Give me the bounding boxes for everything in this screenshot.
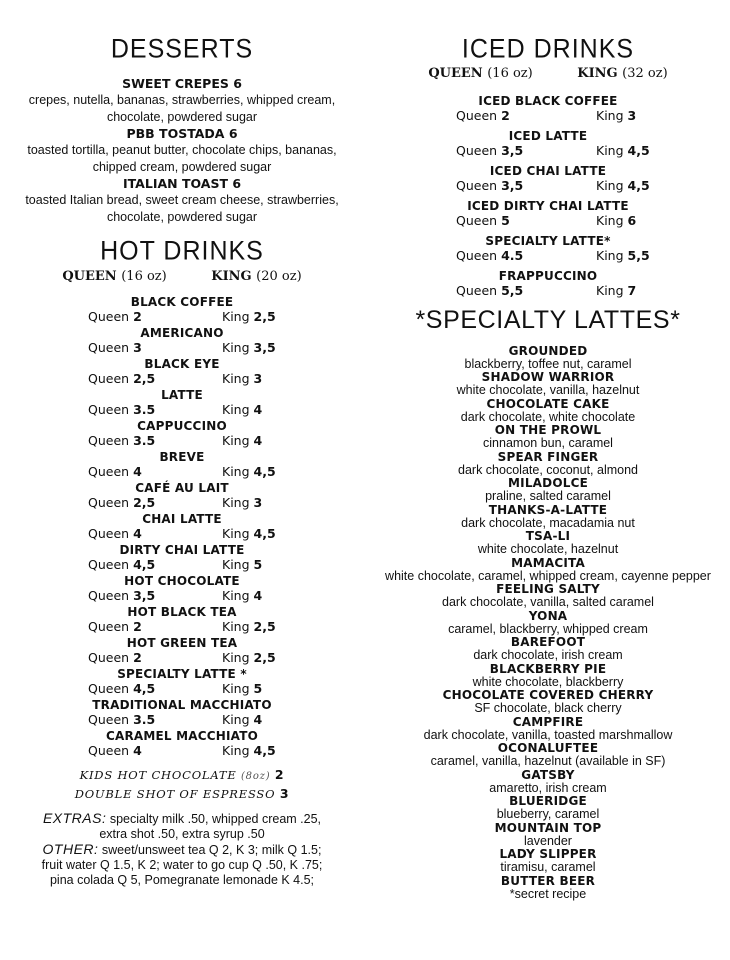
king-value: 2,5 [253, 309, 276, 324]
king-price [596, 178, 650, 193]
king-value: 5 [253, 557, 263, 572]
latte-desc: dark chocolate, white chocolate [460, 409, 636, 424]
queen-value: 3.5 [133, 433, 156, 448]
queen-price [88, 340, 142, 355]
specialty-latte-item [378, 636, 718, 663]
item-name: LATTE [161, 388, 203, 402]
extras-line: fruit water Q 1.5, K 2; water to go cup Q .50, K .75; [41, 858, 323, 872]
item-name: CAFÉ AU LAIT [135, 481, 229, 495]
dessert-desc: toasted tortilla, peanut butter, chocolate chips, bananas, [27, 142, 337, 157]
latte-name: BAREFOOT [510, 635, 586, 649]
item-name: HOT BLACK TEA [127, 605, 237, 619]
king-value: 4,5 [627, 142, 650, 158]
specialty-latte-item [378, 504, 718, 531]
latte-name: CHOCOLATE CAKE [486, 396, 610, 411]
extras-line: pina colada Q 5, Pomegranate lemonade K 4.5; [49, 873, 315, 887]
queen-value: 3,5 [133, 588, 156, 603]
iced-drinks-heading: ICED DRINKS [461, 33, 635, 65]
king-value: 5 [253, 681, 263, 696]
queen-label: Queen [88, 588, 130, 603]
menu-item [12, 698, 352, 727]
latte-desc: dark chocolate, coconut, almond [458, 462, 638, 477]
dessert-desc: chocolate, powdered sugar [106, 109, 258, 124]
specialty-latte-item [378, 822, 718, 849]
latte-desc: white chocolate, caramel, whipped cream, cayenne pepper [385, 568, 711, 583]
queen-price [88, 464, 142, 479]
hot-drinks-heading: HOT DRINKS [100, 235, 264, 266]
specialty-latte-item [378, 716, 718, 743]
queen-value: 3.5 [133, 402, 156, 417]
king-label: King [222, 495, 250, 510]
queen-label: Queen [88, 650, 130, 665]
menu-item [12, 543, 352, 572]
item-prices [12, 433, 352, 448]
desserts-list [12, 76, 352, 226]
king-label: King [596, 212, 624, 228]
item-prices [12, 743, 352, 758]
latte-desc: SF chocolate, black cherry [474, 701, 622, 715]
queen-label: Queen [88, 464, 130, 479]
menu-item [12, 357, 352, 386]
queen-label: Queen [456, 177, 498, 193]
latte-name: ON THE PROWL [494, 423, 602, 437]
item-name: FRAPPUCCINO [498, 268, 598, 283]
item-prices [378, 178, 718, 193]
queen-price [456, 213, 510, 228]
item-name: ICED DIRTY CHAI LATTE [467, 198, 629, 213]
queen-label: Queen [88, 526, 130, 541]
item-prices [12, 557, 352, 572]
queen-price [456, 178, 523, 193]
dessert-item [12, 76, 352, 126]
menu-item [12, 512, 352, 541]
queen-price [456, 248, 523, 263]
item-name: HOT GREEN TEA [126, 636, 238, 650]
king-label: King [222, 340, 250, 355]
item-prices [12, 464, 352, 479]
menu-item [12, 388, 352, 417]
queen-value: 2,5 [133, 495, 156, 510]
queen-label: Queen [88, 402, 130, 417]
queen-label: Queen [88, 619, 130, 634]
menu-item [12, 605, 352, 634]
queen-price [88, 526, 142, 541]
specialty-latte-item [378, 530, 718, 557]
king-price [222, 712, 262, 727]
queen-price [456, 283, 523, 298]
double-label: DOUBLE SHOT OF ESPRESSO [74, 787, 276, 801]
king-price [222, 526, 276, 541]
item-prices [378, 213, 718, 228]
king-label: King [222, 712, 250, 727]
queen-label: Queen [456, 212, 498, 228]
latte-desc: blackberry, toffee nut, caramel [464, 356, 632, 371]
item-prices [378, 108, 718, 123]
menu-item [12, 667, 352, 696]
item-name: SPECIALTY LATTE* [485, 233, 611, 248]
item-name: ICED LATTE [508, 128, 588, 143]
latte-name: MOUNTAIN TOP [494, 820, 602, 835]
item-prices [12, 402, 352, 417]
specialty-latte-item [378, 663, 718, 690]
queen-price [456, 108, 510, 123]
king-value: 4,5 [627, 177, 650, 193]
item-prices [12, 681, 352, 696]
king-label: King [596, 177, 624, 193]
specialty-latte-item [378, 848, 718, 875]
double-price: 3 [279, 786, 290, 801]
latte-desc: dark chocolate, vanilla, toasted marshmallow [423, 727, 673, 742]
item-prices [12, 588, 352, 603]
queen-label: Queen [88, 557, 130, 572]
king-price [596, 283, 636, 298]
king-price [222, 557, 262, 572]
item-prices [12, 309, 352, 324]
king-label: King [222, 743, 250, 758]
latte-name: BLUERIDGE [509, 794, 587, 808]
king-value: 4 [253, 588, 263, 603]
queen-price [88, 650, 142, 665]
king-label: King [222, 464, 250, 479]
queen-label: Queen [88, 371, 130, 386]
queen-label: Queen [456, 282, 498, 298]
item-name: BLACK EYE [144, 357, 220, 371]
king-value: 3 [253, 371, 263, 386]
iced-drinks-list [378, 94, 718, 298]
item-name: ICED CHAI LATTE [489, 163, 607, 178]
size-queen-label: QUEEN [62, 269, 117, 284]
king-price [222, 309, 276, 324]
dessert-name: SWEET CREPES 6 [122, 75, 242, 91]
king-label: King [222, 681, 250, 696]
latte-name: MAMACITA [511, 555, 585, 570]
item-prices [12, 712, 352, 727]
dessert-name: ITALIAN TOAST 6 [122, 175, 242, 191]
latte-name: OCONALUFTEE [497, 741, 599, 755]
item-prices [12, 340, 352, 355]
queen-value: 2 [133, 309, 142, 324]
item-prices [378, 283, 718, 298]
kids-label: KIDS HOT CHOCOLATE [79, 768, 237, 782]
king-price [222, 681, 262, 696]
dessert-desc: chipped cream, powdered sugar [92, 159, 272, 174]
latte-desc: *secret recipe [509, 886, 587, 901]
king-label: King [222, 526, 250, 541]
item-name: TRADITIONAL MACCHIATO [92, 698, 272, 712]
queen-price [88, 681, 155, 696]
item-name: BREVE [159, 450, 205, 464]
specialty-lattes-list [378, 345, 718, 902]
menu-item [12, 729, 352, 758]
size-king-label: KING [577, 65, 618, 81]
dessert-item [12, 176, 352, 226]
king-value: 3 [253, 495, 263, 510]
kids-hot-chocolate [12, 766, 352, 785]
item-prices [12, 495, 352, 510]
queen-value: 3 [133, 340, 142, 355]
menu-item [378, 234, 718, 263]
size-king-label: KING [211, 269, 252, 284]
menu-item [12, 574, 352, 603]
extras-line: sweet/unsweet tea Q 2, K 3; milk Q 1.5; [101, 843, 322, 857]
king-label: King [222, 588, 250, 603]
king-value: 4,5 [253, 464, 276, 479]
king-value: 7 [627, 282, 637, 298]
king-price [222, 650, 276, 665]
dessert-name: PBB TOSTADA 6 [126, 125, 238, 141]
king-label: King [222, 433, 250, 448]
queen-price [88, 619, 142, 634]
left-column [12, 0, 352, 888]
latte-desc: dark chocolate, irish cream [473, 648, 623, 662]
specialty-latte-item [378, 345, 718, 372]
king-price [222, 495, 262, 510]
queen-price [88, 557, 155, 572]
queen-value: 2,5 [133, 371, 156, 386]
item-name: AMERICANO [140, 326, 224, 340]
king-price [596, 213, 636, 228]
queen-value: 4,5 [133, 681, 156, 696]
item-name: CHAI LATTE [142, 512, 222, 526]
queen-value: 3,5 [501, 177, 524, 193]
latte-name: SHADOW WARRIOR [481, 370, 615, 384]
queen-price [88, 371, 155, 386]
specialty-latte-item [378, 875, 718, 902]
king-label: King [222, 557, 250, 572]
item-prices [12, 619, 352, 634]
latte-desc: white chocolate, hazelnut [477, 542, 619, 556]
specialty-latte-item [378, 477, 718, 504]
queen-label: Queen [88, 712, 130, 727]
latte-name: MILADOLCE [508, 476, 588, 490]
specialty-lattes-heading: *SPECIALTY LATTES* [415, 305, 681, 334]
king-price [222, 743, 276, 758]
latte-name: FEELING SALTY [496, 582, 600, 596]
queen-price [88, 712, 155, 727]
menu-item [12, 419, 352, 448]
item-prices [378, 143, 718, 158]
kids-price: 2 [274, 767, 285, 782]
specialty-latte-item [378, 610, 718, 637]
queen-value: 4,5 [133, 557, 156, 572]
menu-item [378, 199, 718, 228]
hot-drinks-sizes [12, 269, 352, 285]
king-price [596, 108, 636, 123]
menu-item [12, 481, 352, 510]
latte-desc: blueberry, caramel [496, 807, 600, 821]
size-queen-unit: (16 oz) [121, 269, 167, 284]
queen-label: Queen [456, 107, 498, 123]
king-label: King [596, 282, 624, 298]
specialty-latte-item [378, 424, 718, 451]
king-price [222, 619, 276, 634]
king-price [596, 143, 650, 158]
latte-name: GATSBY [521, 767, 575, 782]
latte-desc: tiramisu, caramel [500, 860, 596, 874]
king-label: King [222, 309, 250, 324]
other-label: OTHER: [42, 841, 99, 857]
item-name: BLACK COFFEE [130, 295, 234, 309]
double-shot-espresso [12, 785, 352, 803]
king-value: 4 [253, 402, 263, 417]
latte-desc: white chocolate, blackberry [472, 674, 624, 689]
dessert-desc: chocolate, powdered sugar [106, 209, 258, 224]
right-column [378, 0, 718, 901]
dessert-desc: toasted Italian bread, sweet cream cheese, strawberries, [25, 192, 339, 207]
king-label: King [222, 619, 250, 634]
latte-desc: caramel, vanilla, hazelnut (available in SF) [430, 754, 666, 768]
queen-label: Queen [88, 743, 130, 758]
latte-name: THANKS-A-LATTE [488, 502, 608, 517]
latte-name: GROUNDED [508, 343, 588, 358]
latte-name: SPEAR FINGER [497, 449, 599, 464]
queen-value: 5,5 [501, 282, 524, 298]
queen-label: Queen [88, 495, 130, 510]
queen-value: 3,5 [501, 142, 524, 158]
specialty-latte-item [378, 742, 718, 769]
queen-value: 3.5 [133, 712, 156, 727]
menu-item [12, 326, 352, 355]
specialty-latte-item [378, 557, 718, 584]
specialty-latte-item [378, 371, 718, 398]
king-value: 4 [253, 712, 263, 727]
queen-label: Queen [88, 340, 130, 355]
item-name: ICED BLACK COFFEE [478, 93, 618, 108]
size-queen-label: QUEEN [428, 65, 483, 81]
latte-desc: praline, salted caramel [485, 489, 611, 503]
queen-price [88, 743, 142, 758]
queen-price [88, 495, 155, 510]
king-label: King [222, 371, 250, 386]
king-label: King [222, 650, 250, 665]
queen-price [88, 402, 155, 417]
menu-item [378, 129, 718, 158]
latte-name: BLACKBERRY PIE [489, 661, 607, 676]
queen-value: 5 [501, 212, 510, 228]
queen-value: 4.5 [501, 247, 524, 263]
menu-item [378, 94, 718, 123]
queen-label: Queen [88, 681, 130, 696]
kids-size: (8oz) [240, 771, 271, 782]
king-label: King [596, 107, 624, 123]
menu-item [12, 636, 352, 665]
specialty-latte-item [378, 795, 718, 822]
item-name: HOT CHOCOLATE [124, 574, 240, 588]
king-value: 3,5 [253, 340, 276, 355]
king-value: 5,5 [627, 247, 650, 263]
specialty-latte-item [378, 583, 718, 610]
king-price [222, 371, 262, 386]
item-prices [378, 248, 718, 263]
item-name: DIRTY CHAI LATTE [119, 543, 245, 557]
queen-value: 2 [133, 650, 142, 665]
latte-desc: dark chocolate, vanilla, salted caramel [442, 595, 654, 609]
latte-desc: white chocolate, vanilla, hazelnut [456, 383, 640, 397]
menu-item [12, 450, 352, 479]
latte-desc: caramel, blackberry, whipped cream [448, 621, 648, 636]
king-price [222, 340, 276, 355]
dessert-item [12, 126, 352, 176]
king-price [596, 248, 650, 263]
king-value: 2,5 [253, 619, 276, 634]
king-price [222, 464, 276, 479]
specialty-latte-item [378, 451, 718, 478]
queen-value: 4 [133, 464, 142, 479]
queen-value: 4 [133, 743, 142, 758]
size-queen-unit: (16 oz) [487, 65, 533, 81]
king-price [222, 402, 262, 417]
item-name: SPECIALTY LATTE * [117, 667, 247, 681]
queen-label: Queen [88, 433, 130, 448]
item-prices [12, 526, 352, 541]
extras-label: EXTRAS: [42, 810, 107, 826]
desserts-heading: DESSERTS [110, 33, 254, 65]
latte-desc: cinnamon bun, caramel [483, 436, 613, 450]
king-value: 4 [253, 433, 263, 448]
item-prices [12, 371, 352, 386]
queen-value: 2 [133, 619, 142, 634]
iced-drinks-sizes [378, 66, 718, 82]
latte-desc: amaretto, irish cream [489, 780, 607, 795]
extras-line: specialty milk .50, whipped cream .25, [109, 812, 322, 826]
king-label: King [596, 142, 624, 158]
king-label: King [596, 247, 624, 263]
queen-label: Queen [456, 247, 498, 263]
size-king-unit: (20 oz) [256, 269, 302, 284]
king-price [222, 588, 262, 603]
queen-price [88, 433, 155, 448]
king-value: 6 [627, 212, 637, 228]
menu-item [378, 164, 718, 193]
queen-price [88, 309, 142, 324]
dessert-desc: crepes, nutella, bananas, strawberries, whipped cream, [28, 92, 336, 107]
size-king-unit: (32 oz) [622, 65, 668, 81]
queen-label: Queen [88, 309, 130, 324]
latte-name: TSA-LI [525, 529, 571, 543]
king-value: 4,5 [253, 526, 276, 541]
menu-item [12, 295, 352, 324]
latte-name: CAMPFIRE [512, 714, 584, 729]
latte-name: CHOCOLATE COVERED CHERRY [442, 688, 654, 702]
latte-name: LADY SLIPPER [499, 847, 597, 861]
latte-desc: dark chocolate, macadamia nut [461, 515, 635, 530]
queen-label: Queen [456, 142, 498, 158]
specialty-latte-item [378, 769, 718, 796]
king-value: 3 [627, 107, 637, 123]
item-name: CARAMEL MACCHIATO [105, 729, 259, 743]
menu-item [378, 269, 718, 298]
king-label: King [222, 402, 250, 417]
specialty-latte-item [378, 398, 718, 425]
hot-drinks-list [12, 295, 352, 758]
queen-price [88, 588, 155, 603]
king-value: 4,5 [253, 743, 276, 758]
extras-line: extra shot .50, extra syrup .50 [99, 827, 265, 841]
king-value: 2,5 [253, 650, 276, 665]
specialty-latte-item [378, 689, 718, 716]
queen-value: 4 [133, 526, 142, 541]
king-price [222, 433, 262, 448]
queen-value: 2 [501, 107, 510, 123]
queen-price [456, 143, 523, 158]
latte-desc: lavender [524, 833, 572, 848]
item-name: CAPPUCCINO [137, 419, 227, 433]
extras-section [12, 811, 352, 888]
latte-name: YONA [528, 608, 568, 623]
latte-name: BUTTER BEER [500, 873, 596, 888]
item-prices [12, 650, 352, 665]
